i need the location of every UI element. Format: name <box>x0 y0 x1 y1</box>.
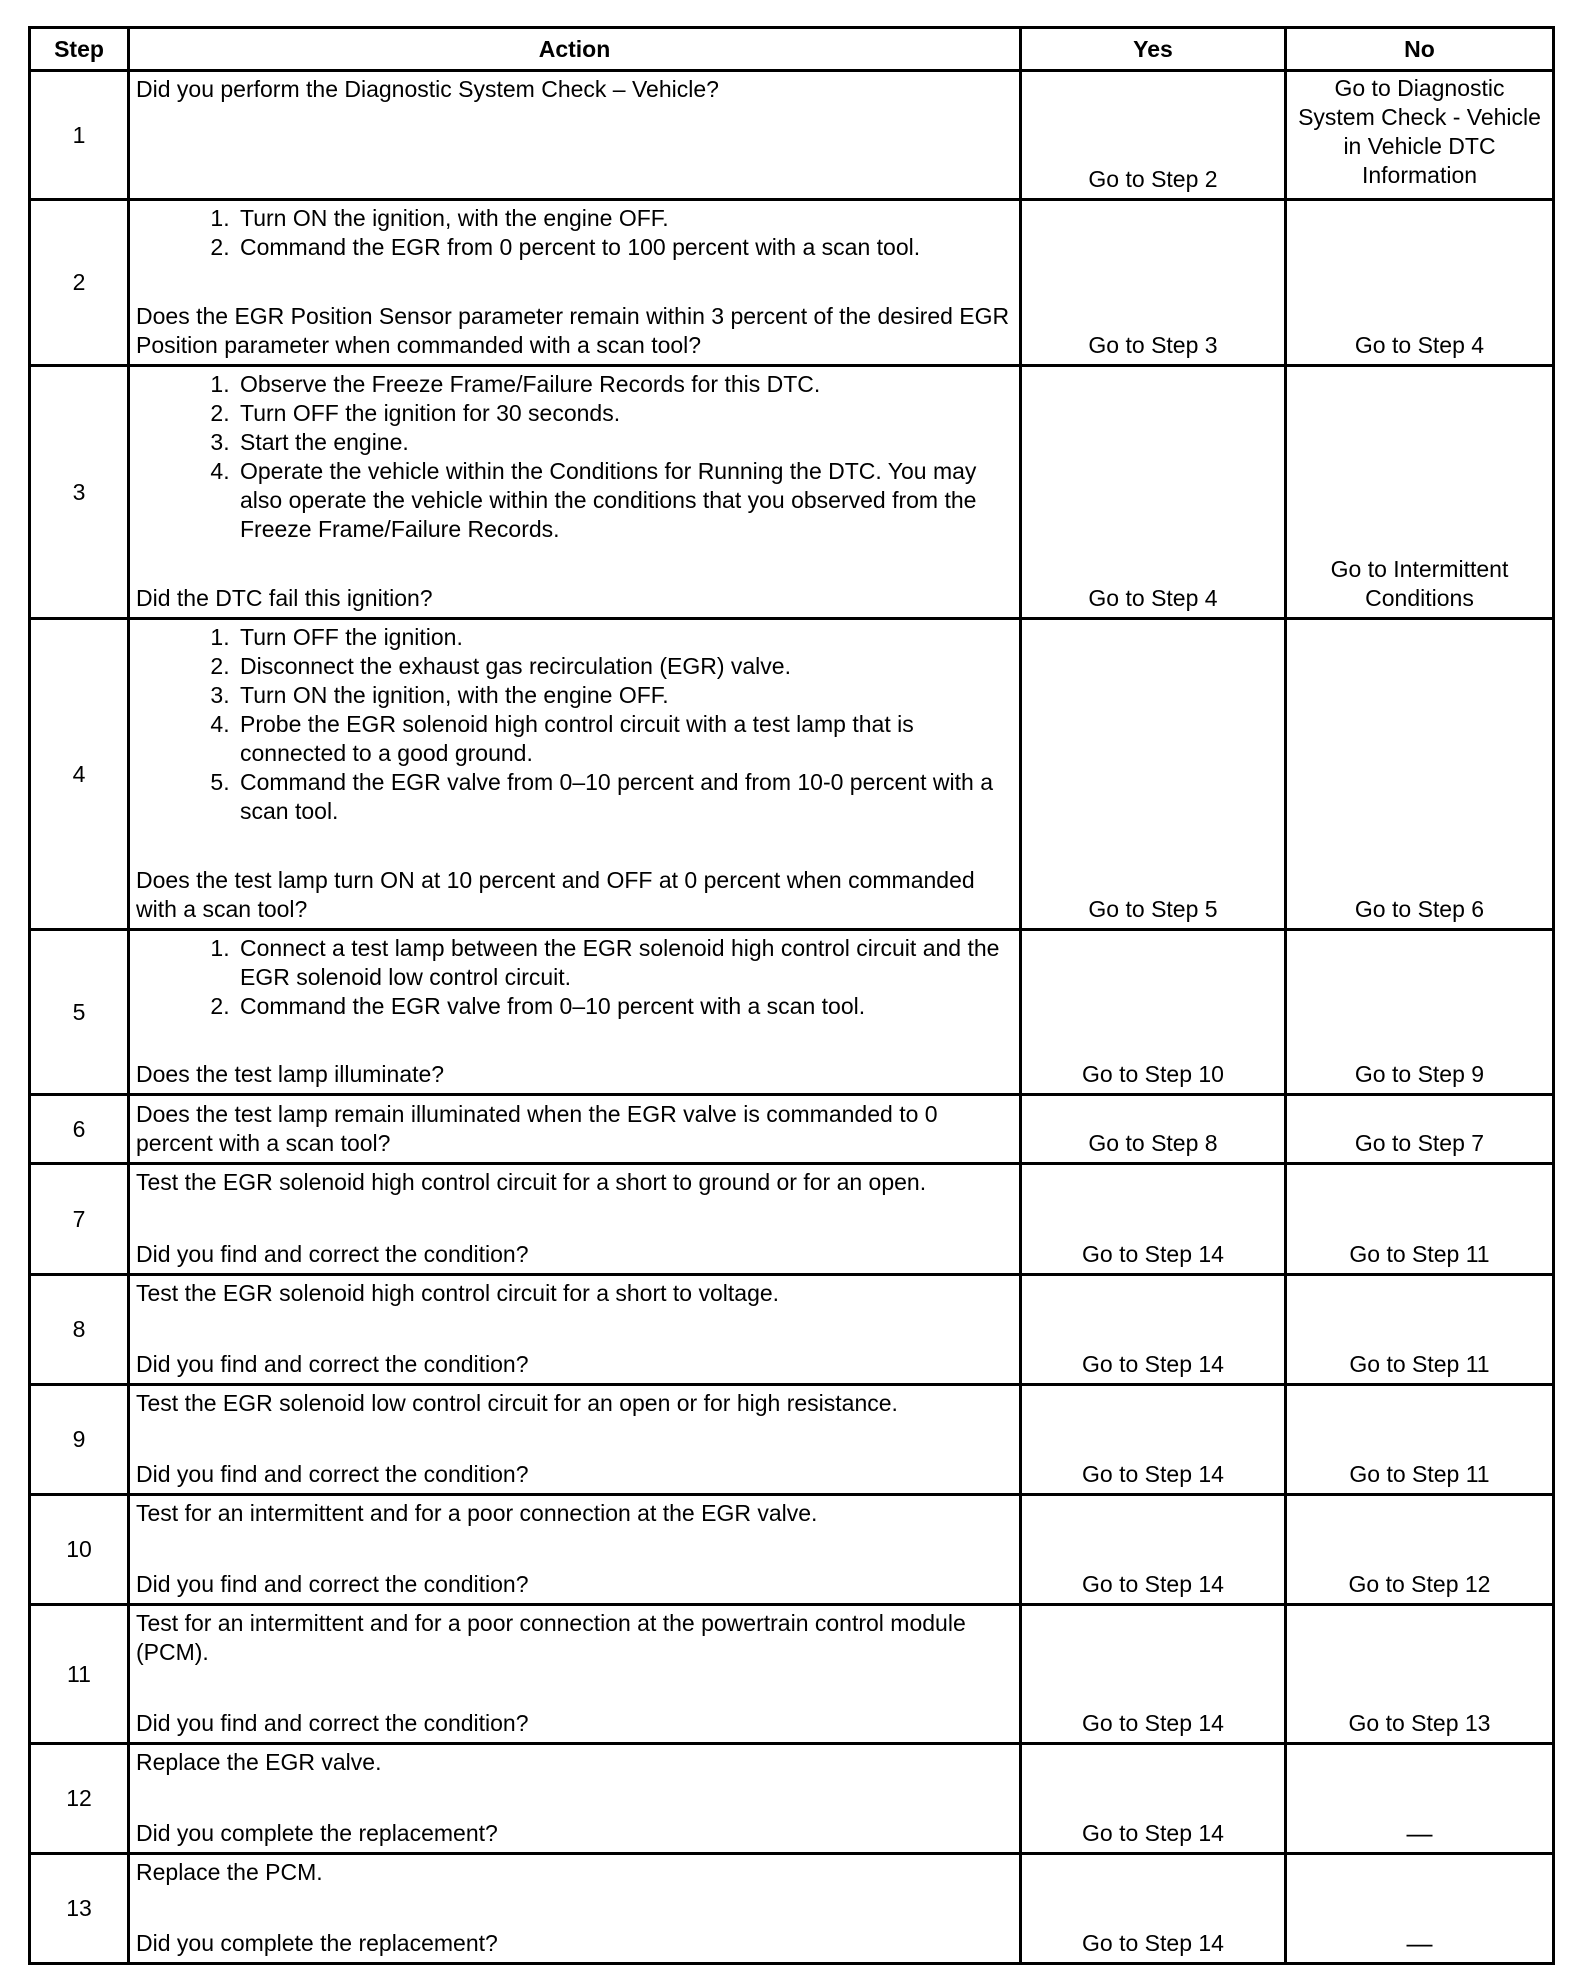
no-result: Go to Step 11 <box>1286 1164 1554 1275</box>
table-row <box>30 1854 1554 1964</box>
step-number: 9 <box>30 1385 129 1495</box>
action-cell <box>129 1495 1021 1605</box>
action-question: Does the test lamp remain illuminated when the EGR valve is commanded to 0 percent with a scan tool? <box>136 1101 938 1156</box>
table-row <box>30 71 1554 200</box>
action-cell <box>129 1605 1021 1744</box>
no-result: Go to Diagnostic System Check - Vehicle in Vehicle DTC Information <box>1286 71 1554 200</box>
table-row <box>30 1275 1554 1385</box>
table-row <box>30 1605 1554 1744</box>
step-number: 7 <box>30 1164 129 1275</box>
action-cell <box>129 1854 1021 1964</box>
no-result: Go to Step 7 <box>1286 1095 1554 1164</box>
step-number: 12 <box>30 1744 129 1854</box>
action-main <box>136 1279 1011 1350</box>
step-number: 10 <box>30 1495 129 1605</box>
action-cell <box>129 930 1021 1095</box>
action-step-item: 2. Command the EGR from 0 percent to 100 percent with a scan tool. <box>236 233 1011 262</box>
no-result: — <box>1286 1854 1554 1964</box>
action-text: Replace the EGR valve. <box>136 1749 382 1775</box>
yes-result: Go to Step 14 <box>1021 1744 1286 1854</box>
table-row <box>30 1164 1554 1275</box>
action-content <box>136 204 1011 360</box>
yes-result: Go to Step 14 <box>1021 1605 1286 1744</box>
table-row <box>30 1385 1554 1495</box>
action-step-item: 4. Operate the vehicle within the Conditions for Running the DTC. You may also operate the vehicle within the conditions that you observed from the Freeze Frame/Failure Records. <box>236 457 1011 544</box>
action-cell <box>129 619 1021 930</box>
action-question: Did the DTC fail this ignition? <box>136 585 433 611</box>
action-content <box>136 1499 1011 1599</box>
action-content <box>136 1279 1011 1379</box>
action-main <box>136 623 1011 866</box>
action-step-item: 1. Observe the Freeze Frame/Failure Records for this DTC. <box>236 370 1011 399</box>
step-number: 1 <box>30 71 129 200</box>
action-main <box>136 1389 1011 1460</box>
no-result: — <box>1286 1744 1554 1854</box>
action-text: Test the EGR solenoid high control circuit for a short to ground or for an open. <box>136 1169 927 1195</box>
action-main <box>136 1858 1011 1929</box>
action-main <box>136 1168 1011 1240</box>
action-content <box>136 1389 1011 1489</box>
action-steps-list <box>136 623 1011 826</box>
header-row <box>30 28 1554 71</box>
diagnostic-table <box>28 26 1555 1965</box>
action-content <box>136 1609 1011 1738</box>
action-step-item: 1. Turn ON the ignition, with the engine OFF. <box>236 204 1011 233</box>
header-step: Step <box>30 28 129 71</box>
action-step-item: 4. Probe the EGR solenoid high control circuit with a test lamp that is connected to a good ground. <box>236 710 1011 768</box>
step-number: 2 <box>30 200 129 366</box>
action-steps-list <box>136 370 1011 544</box>
header-no: No <box>1286 28 1554 71</box>
action-cell <box>129 366 1021 619</box>
action-content <box>136 1748 1011 1848</box>
table-row <box>30 619 1554 930</box>
action-question: Did you complete the replacement? <box>136 1820 498 1846</box>
yes-result: Go to Step 4 <box>1021 366 1286 619</box>
action-cell <box>129 71 1021 200</box>
table-row <box>30 930 1554 1095</box>
action-cell <box>129 1095 1021 1164</box>
action-step-item: 2. Disconnect the exhaust gas recirculation (EGR) valve. <box>236 652 1011 681</box>
action-content <box>136 370 1011 613</box>
no-result: Go to Step 11 <box>1286 1275 1554 1385</box>
no-result: Go to Step 13 <box>1286 1605 1554 1744</box>
yes-result: Go to Step 14 <box>1021 1164 1286 1275</box>
action-question: Does the test lamp turn ON at 10 percent and OFF at 0 percent when commanded with a scan tool? <box>136 867 975 922</box>
action-main <box>136 934 1011 1060</box>
action-question: Does the test lamp illuminate? <box>136 1061 445 1087</box>
step-number: 13 <box>30 1854 129 1964</box>
step-number: 3 <box>30 366 129 619</box>
action-main <box>136 370 1011 584</box>
yes-result: Go to Step 8 <box>1021 1095 1286 1164</box>
step-number: 5 <box>30 930 129 1095</box>
yes-result: Go to Step 14 <box>1021 1854 1286 1964</box>
table-row <box>30 1495 1554 1605</box>
step-number: 4 <box>30 619 129 930</box>
step-number: 8 <box>30 1275 129 1385</box>
no-result: Go to Step 11 <box>1286 1385 1554 1495</box>
action-content <box>136 1858 1011 1958</box>
action-step-item: 2. Command the EGR valve from 0–10 percent with a scan tool. <box>236 992 1011 1021</box>
action-question: Does the EGR Position Sensor parameter remain within 3 percent of the desired EGR Position parameter when commanded with a scan tool? <box>136 303 1010 358</box>
action-steps-list <box>136 934 1011 1021</box>
no-result: Go to Step 4 <box>1286 200 1554 366</box>
yes-result: Go to Step 14 <box>1021 1275 1286 1385</box>
action-step-item: 3. Turn ON the ignition, with the engine OFF. <box>236 681 1011 710</box>
no-result: Go to Step 12 <box>1286 1495 1554 1605</box>
step-number: 11 <box>30 1605 129 1744</box>
action-text: Test for an intermittent and for a poor connection at the EGR valve. <box>136 1500 818 1526</box>
action-cell <box>129 200 1021 366</box>
action-text: Did you perform the Diagnostic System Check – Vehicle? <box>136 76 719 102</box>
action-content <box>136 934 1011 1089</box>
table-row <box>30 1744 1554 1854</box>
no-result: Go to Intermittent Conditions <box>1286 366 1554 619</box>
yes-result: Go to Step 14 <box>1021 1495 1286 1605</box>
action-main <box>136 75 1011 194</box>
header-yes: Yes <box>1021 28 1286 71</box>
action-text: Test the EGR solenoid low control circuit for an open or for high resistance. <box>136 1390 898 1416</box>
action-content <box>136 623 1011 924</box>
action-step-item: 3. Start the engine. <box>236 428 1011 457</box>
yes-result: Go to Step 14 <box>1021 1385 1286 1495</box>
action-cell <box>129 1164 1021 1275</box>
yes-result: Go to Step 3 <box>1021 200 1286 366</box>
action-main <box>136 1609 1011 1709</box>
action-text: Test the EGR solenoid high control circuit for a short to voltage. <box>136 1280 780 1306</box>
action-content <box>136 1168 1011 1269</box>
yes-result: Go to Step 2 <box>1021 71 1286 200</box>
table-row <box>30 200 1554 366</box>
action-text: Replace the PCM. <box>136 1859 323 1885</box>
yes-result: Go to Step 10 <box>1021 930 1286 1095</box>
no-result: Go to Step 6 <box>1286 619 1554 930</box>
header-action: Action <box>129 28 1021 71</box>
action-question: Did you find and correct the condition? <box>136 1571 529 1597</box>
action-question: Did you find and correct the condition? <box>136 1461 529 1487</box>
action-cell <box>129 1275 1021 1385</box>
yes-result: Go to Step 5 <box>1021 619 1286 930</box>
action-step-item: 1. Connect a test lamp between the EGR solenoid high control circuit and the EGR solenoid low control circuit. <box>236 934 1011 992</box>
action-question: Did you complete the replacement? <box>136 1930 498 1956</box>
action-content <box>136 1099 1011 1158</box>
action-main <box>136 1748 1011 1819</box>
action-question: Did you find and correct the condition? <box>136 1351 529 1377</box>
no-result: Go to Step 9 <box>1286 930 1554 1095</box>
action-text: Test for an intermittent and for a poor connection at the powertrain control module (PCM). <box>136 1610 966 1665</box>
action-cell <box>129 1744 1021 1854</box>
action-step-item: 2. Turn OFF the ignition for 30 seconds. <box>236 399 1011 428</box>
action-step-item: 5. Command the EGR valve from 0–10 percent and from 10-0 percent with a scan tool. <box>236 768 1011 826</box>
action-step-item: 1. Turn OFF the ignition. <box>236 623 1011 652</box>
step-number: 6 <box>30 1095 129 1164</box>
action-cell <box>129 1385 1021 1495</box>
action-content <box>136 75 1011 194</box>
action-question: Did you find and correct the condition? <box>136 1241 529 1267</box>
action-main <box>136 204 1011 302</box>
table-row <box>30 366 1554 619</box>
action-main <box>136 1499 1011 1570</box>
action-question: Did you find and correct the condition? <box>136 1710 529 1736</box>
table-row <box>30 1095 1554 1164</box>
table-body <box>30 71 1554 1964</box>
action-steps-list <box>136 204 1011 262</box>
